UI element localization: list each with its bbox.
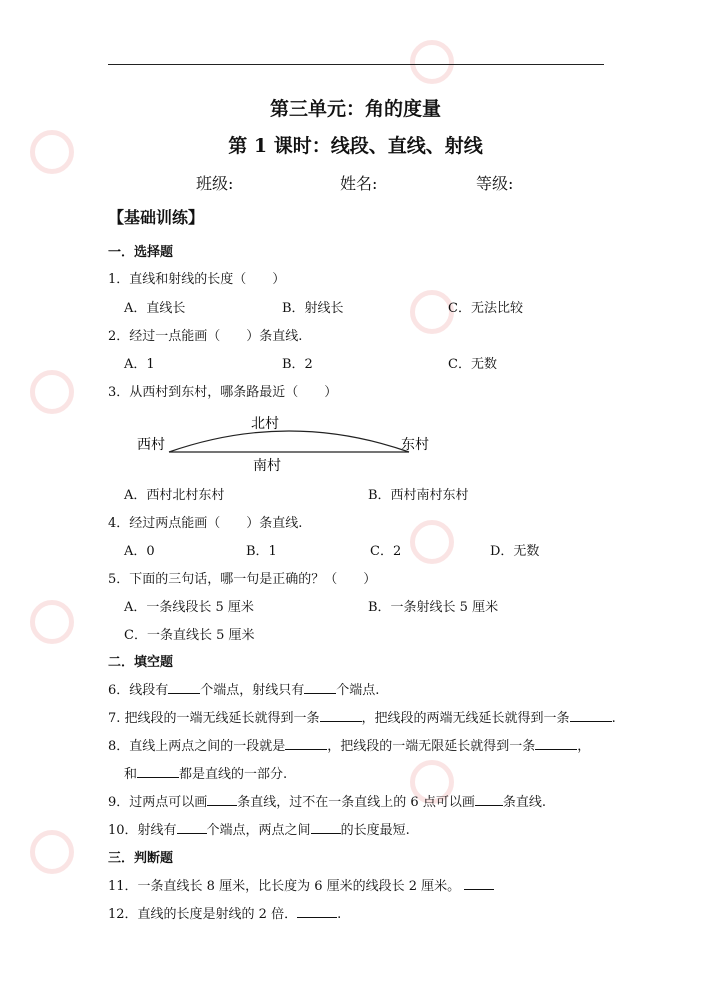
north-village-label: 北村 [251,416,279,432]
watermark-logo-icon [410,40,454,84]
question-2: 2．经过一点能画（ ）条直线. [108,329,303,344]
question-text: 条直线，过不在一条直线上的 6 点可以画 [237,795,475,810]
west-village-label: 西村 [137,437,165,453]
east-village-label: 东村 [401,437,429,453]
question-6 [108,679,379,698]
watermark-logo-icon [410,520,454,564]
question-1: 1．直线和射线的长度（ ） [108,272,286,287]
option-a: A．直线长 [124,301,186,316]
watermark-logo-icon [30,370,74,414]
question-text: ，把线段的两端无线延长就得到一条 [361,711,570,726]
question-4: 4．经过两点能画（ ）条直线. [108,516,303,531]
answer-blank[interactable] [464,877,494,890]
question-7 [108,707,616,726]
question-8-continued [124,763,287,782]
answer-blank[interactable] [207,793,237,806]
option-b: B．一条射线长 5 厘米 [368,600,499,615]
south-village-label: 南村 [253,458,281,474]
north-route-arc [169,431,409,452]
option-d: D．无数 [490,544,540,559]
answer-blank[interactable] [137,765,179,778]
question-10 [108,819,410,838]
section-header: 三．判断题 [108,851,174,866]
question-text: 12．直线的长度是射线的 2 倍． [108,907,298,922]
watermark-logo-icon [30,600,74,644]
answer-blank[interactable] [297,905,337,918]
section-header: 一．选择题 [108,245,174,260]
question-text: 10．射线有 [108,823,177,838]
option-b: B．1 [246,544,277,559]
question-text: ，把线段的一端无限延长就得到一条 [327,739,536,754]
option-a: A．一条线段长 5 厘米 [124,600,254,615]
option-b: B．射线长 [282,301,344,316]
answer-blank[interactable] [311,821,341,834]
option-b: B．西村南村东村 [368,488,469,503]
option-c: C．一条直线长 5 厘米 [124,628,255,643]
page-title: 第三单元：角的度量 [269,98,441,120]
question-text: ， [577,739,591,754]
question-text: 7. 把线段的一端无线延长就得到一条 [108,711,320,726]
page-subtitle: 第 1 课时：线段、直线、射线 [228,135,483,157]
question-text: 条直线. [502,795,546,810]
question-text: . [611,711,616,726]
question-text: 11．一条直线长 8 厘米，比长度为 6 厘米的线段长 2 厘米。 [108,879,461,894]
top-rule [108,64,604,65]
answer-blank[interactable] [320,709,362,722]
question-text: 个端点，两点之间 [206,823,311,838]
answer-blank[interactable] [475,793,503,806]
question-text: 9．过两点可以画 [108,795,208,810]
option-c: C．无数 [448,357,497,372]
option-b: B．2 [282,357,313,372]
question-text: 个端点. [336,683,380,698]
answer-blank[interactable] [304,681,336,694]
section-heading: 【基础训练】 [108,208,205,227]
answer-blank[interactable] [535,737,577,750]
grade-label: 等级: [476,174,514,193]
question-text: 8．直线上两点之间的一段就是 [108,739,286,754]
class-label: 班级: [196,174,234,193]
question-9 [108,791,546,810]
option-a: A．0 [124,544,155,559]
question-text: 和 [124,767,138,782]
answer-blank[interactable] [177,821,207,834]
name-label: 姓名: [340,174,378,193]
question-text: 的长度最短. [340,823,410,838]
question-text: 6．线段有 [108,683,169,698]
question-text: 个端点，射线只有 [200,683,305,698]
question-12 [108,903,341,922]
option-c: C．无法比较 [448,301,523,316]
answer-blank[interactable] [285,737,327,750]
option-a: A．1 [124,357,155,372]
question-3: 3．从西村到东村，哪条路最近（ ） [108,385,338,400]
option-c: C．2 [370,544,402,559]
route-diagram [133,412,443,474]
watermark-logo-icon [30,830,74,874]
question-5: 5．下面的三句话，哪一句是正确的？（ ） [108,572,377,587]
question-8 [108,735,590,754]
section-header: 二．填空题 [108,655,174,670]
answer-blank[interactable] [168,681,200,694]
question-text: 都是直线的一部分. [179,767,288,782]
route-diagram-svg [133,412,443,474]
option-a: A．西村北村东村 [124,488,225,503]
answer-blank[interactable] [570,709,612,722]
question-11 [108,875,494,894]
question-text: . [337,907,342,922]
